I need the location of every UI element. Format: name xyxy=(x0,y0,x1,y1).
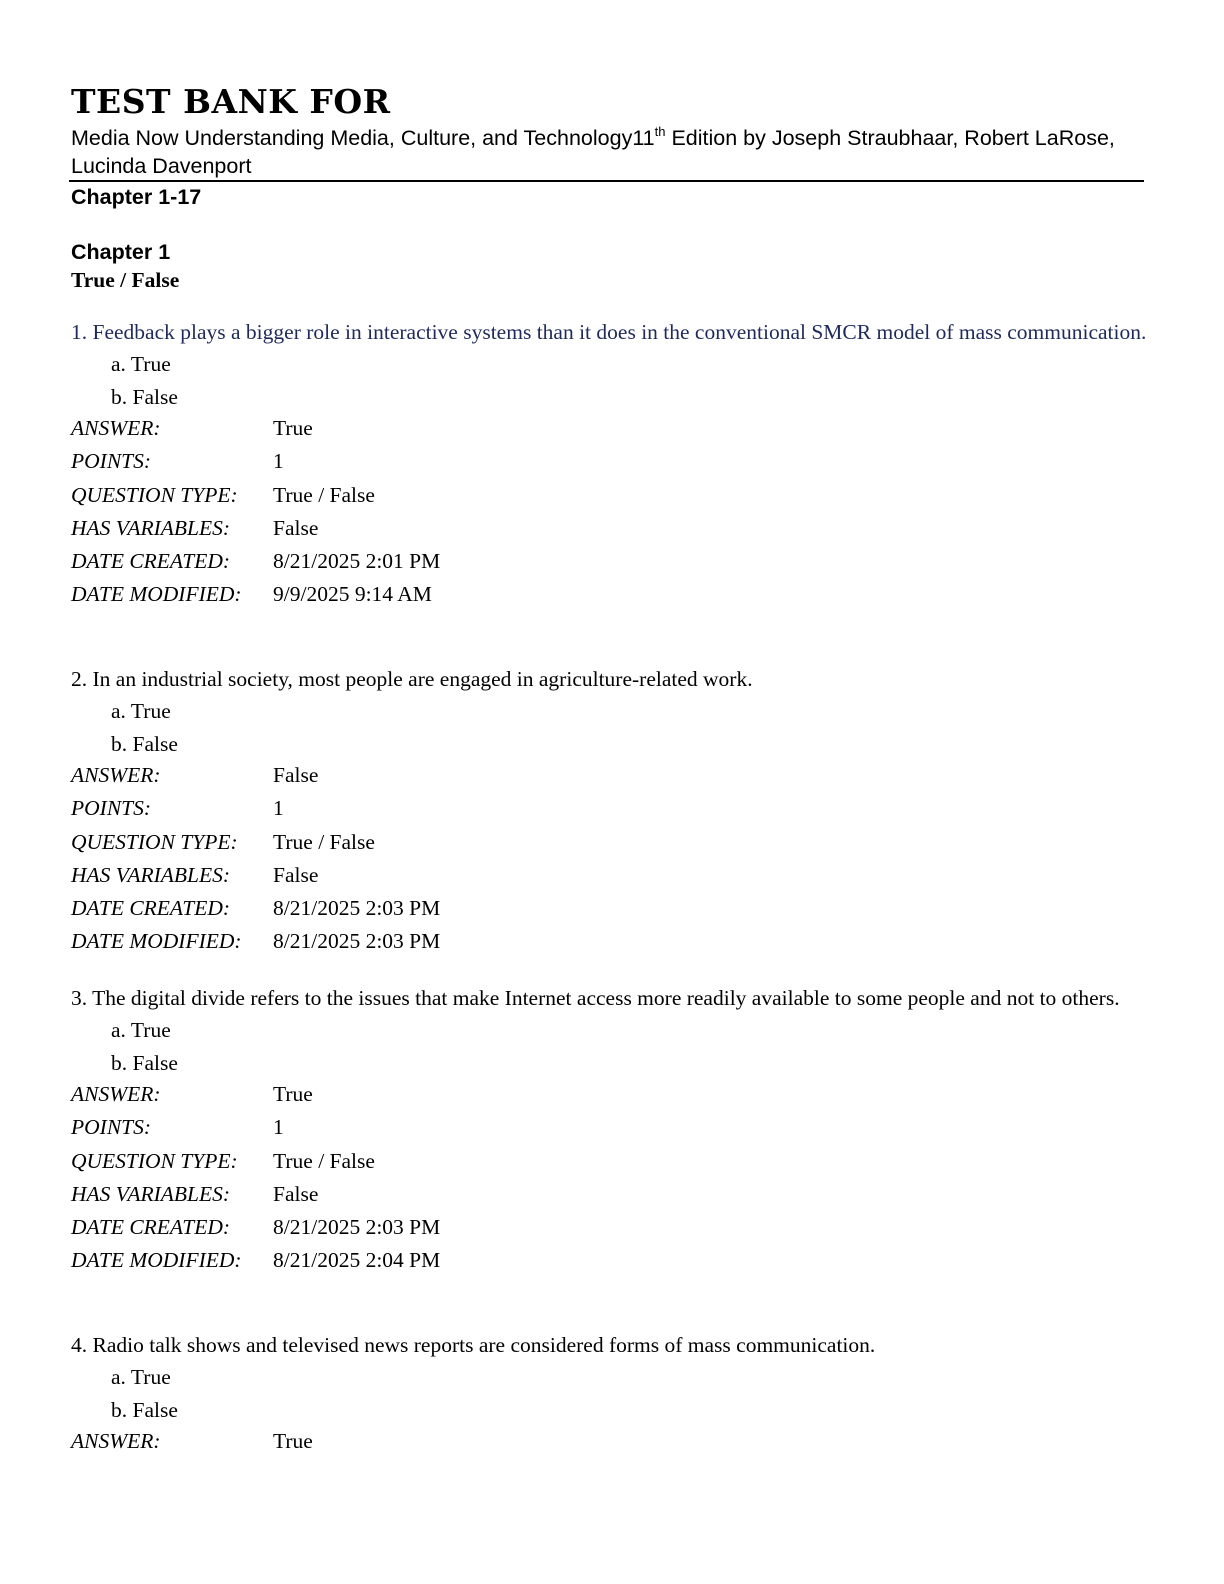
date-created-row xyxy=(71,1211,1151,1244)
date-created-label: DATE CREATED: xyxy=(71,1215,231,1240)
answer-label: ANSWER: xyxy=(71,763,161,787)
points-row xyxy=(71,445,1151,478)
date-modified-label: DATE MODIFIED: xyxy=(71,582,242,607)
date-created-value: 8/21/2025 2:01 PM xyxy=(273,549,441,574)
date-modified-label: DATE MODIFIED: xyxy=(71,929,242,954)
question-type-value: True / False xyxy=(273,482,375,507)
date-created-row xyxy=(71,545,1151,578)
question-type-label: QUESTION TYPE: xyxy=(71,829,238,854)
chapter-range: Chapter 1-17 xyxy=(71,185,202,209)
question-text: 4. Radio talk shows and televised news reports are considered forms of mass communication. xyxy=(71,1333,876,1357)
answer-label: ANSWER: xyxy=(71,1082,161,1106)
option-a: a. True xyxy=(111,699,171,723)
question-type-label: QUESTION TYPE: xyxy=(71,1148,238,1173)
has-variables-label: HAS VARIABLES: xyxy=(71,862,231,887)
date-created-label: DATE CREATED: xyxy=(71,549,231,574)
has-variables-row xyxy=(71,859,1151,892)
question-type-row xyxy=(71,1145,1151,1178)
has-variables-value: False xyxy=(273,515,319,540)
date-modified-value: 9/9/2025 9:14 AM xyxy=(273,582,432,607)
option-b: b. False xyxy=(111,385,178,409)
has-variables-label: HAS VARIABLES: xyxy=(71,515,231,540)
book-title-main: Media Now Understanding Media, Culture, and Technology11 xyxy=(71,126,655,150)
question-text: 2. In an industrial society, most people are engaged in agriculture-related work. xyxy=(71,667,753,691)
option-a: a. True xyxy=(111,1365,171,1389)
question-text: 3. The digital divide refers to the issues that make Internet access more readily available to some people and not to others. xyxy=(71,986,1120,1010)
answer-row xyxy=(71,1078,1151,1111)
question-type-label: QUESTION TYPE: xyxy=(71,482,238,507)
option-a: a. True xyxy=(111,352,171,376)
has-variables-label: HAS VARIABLES: xyxy=(71,1181,231,1206)
option-b: b. False xyxy=(111,1051,178,1075)
book-title-rest: Edition by Joseph Straubhaar, Robert LaRose, Lucinda Davenport xyxy=(71,126,1115,178)
date-modified-value: 8/21/2025 2:03 PM xyxy=(273,929,441,954)
section-heading: True / False xyxy=(71,268,180,292)
date-modified-label: DATE MODIFIED: xyxy=(71,1248,242,1273)
points-value: 1 xyxy=(273,1115,284,1140)
question-text: 1. Feedback plays a bigger role in interactive systems than it does in the conventional SMCR model of mass communication. xyxy=(71,320,1147,344)
answer-row xyxy=(71,1425,1151,1458)
answer-value: True xyxy=(273,416,313,440)
date-created-row xyxy=(71,892,1151,925)
question-type-value: True / False xyxy=(273,1148,375,1173)
date-created-value: 8/21/2025 2:03 PM xyxy=(273,1215,441,1240)
points-value: 1 xyxy=(273,796,284,821)
question-type-value: True / False xyxy=(273,829,375,854)
option-b: b. False xyxy=(111,1398,178,1422)
answer-value: False xyxy=(273,763,319,787)
points-label: POINTS: xyxy=(71,796,152,821)
date-created-value: 8/21/2025 2:03 PM xyxy=(273,896,441,921)
option-a: a. True xyxy=(111,1018,171,1042)
has-variables-row xyxy=(71,512,1151,545)
question-2 xyxy=(71,666,1151,959)
answer-row xyxy=(71,412,1151,445)
header-rule xyxy=(69,180,1144,182)
answer-row xyxy=(71,759,1151,792)
document-title: TEST BANK FOR xyxy=(71,82,391,121)
date-modified-row xyxy=(71,578,1151,611)
has-variables-row xyxy=(71,1178,1151,1211)
answer-label: ANSWER: xyxy=(71,1429,161,1453)
has-variables-value: False xyxy=(273,862,319,887)
date-modified-value: 8/21/2025 2:04 PM xyxy=(273,1248,441,1273)
points-label: POINTS: xyxy=(71,449,152,474)
question-1 xyxy=(71,319,1151,612)
answer-value: True xyxy=(273,1429,313,1453)
date-created-label: DATE CREATED: xyxy=(71,896,231,921)
points-row xyxy=(71,792,1151,825)
date-modified-row xyxy=(71,925,1151,958)
has-variables-value: False xyxy=(273,1181,319,1206)
points-row xyxy=(71,1111,1151,1144)
question-type-row xyxy=(71,826,1151,859)
book-title xyxy=(71,124,1151,180)
chapter-heading: Chapter 1 xyxy=(71,240,171,264)
points-value: 1 xyxy=(273,449,284,474)
date-modified-row xyxy=(71,1244,1151,1277)
points-label: POINTS: xyxy=(71,1115,152,1140)
question-type-row xyxy=(71,479,1151,512)
option-b: b. False xyxy=(111,732,178,756)
answer-value: True xyxy=(273,1082,313,1106)
question-4 xyxy=(71,1332,1151,1458)
question-3 xyxy=(71,985,1151,1278)
answer-label: ANSWER: xyxy=(71,416,161,440)
book-title-superscript: th xyxy=(654,124,666,139)
